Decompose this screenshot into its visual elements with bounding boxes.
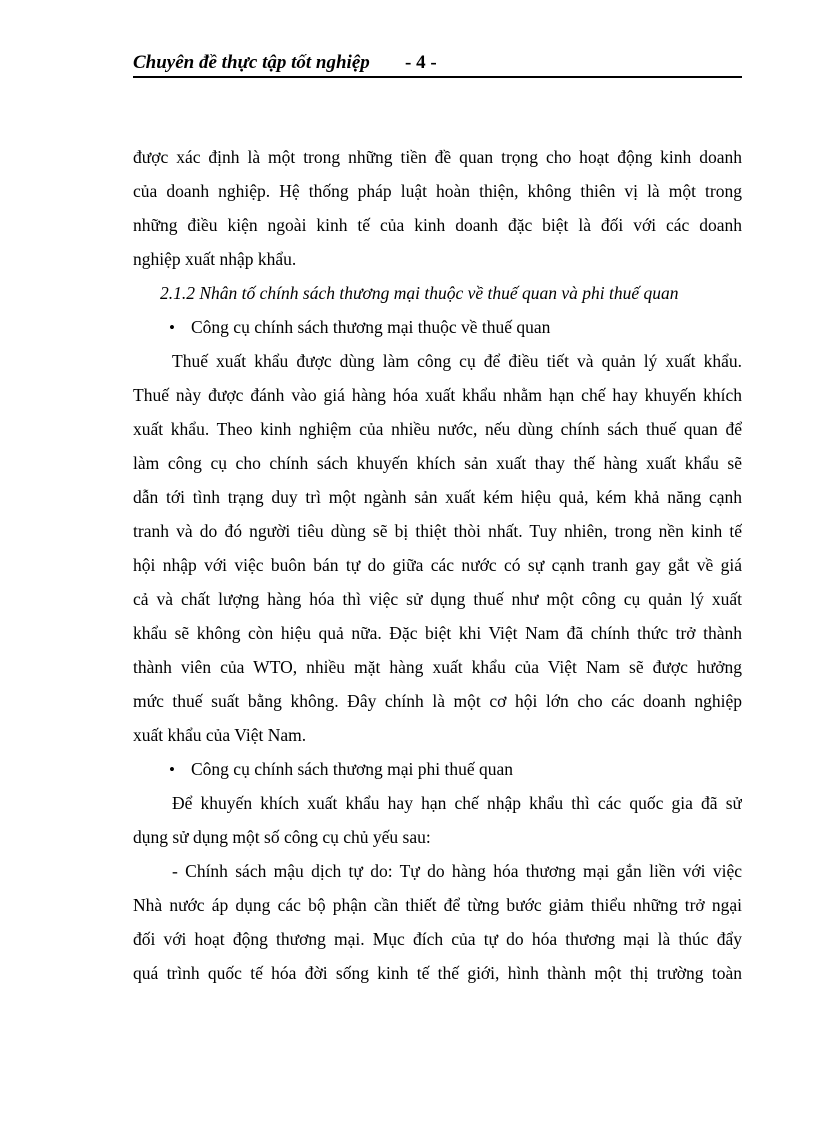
text-line: hội nhập với việc buôn bán tự do giữa các nước có sự cạnh tranh gay gắt về giá — [133, 555, 742, 575]
text-line: Thuế này được đánh vào giá hàng hóa xuất khẩu nhằm hạn chế hay khuyến khích — [133, 385, 742, 405]
document-title: Chuyên đề thực tập tốt nghiệp — [133, 52, 370, 73]
text-line: được xác định là một trong những tiền đề quan trọng cho hoạt động kinh doanh — [133, 147, 742, 167]
text-line: mức thuế suất bằng không. Đây chính là một cơ hội lớn cho các doanh nghiệp — [133, 691, 742, 711]
text-line: Nhà nước áp dụng các bộ phận cần thiết để từng bước giảm thiểu những trở ngại — [133, 895, 742, 915]
text-line: cả và chất lượng hàng hóa thì việc sử dụng thuế như một công cụ quản lý xuất — [133, 589, 742, 609]
text-line: những điều kiện ngoài kinh tế của kinh doanh đặc biệt là đối với các doanh — [133, 215, 742, 235]
text-line: làm công cụ cho chính sách khuyến khích sản xuất thay thế hàng xuất khẩu sẽ — [133, 453, 742, 473]
paragraph — [133, 786, 742, 854]
text-line: xuất khẩu. Theo kinh nghiệm của nhiều nước, nếu dùng chính sách thuế quan để — [133, 419, 742, 439]
text-line: quá trình quốc tế hóa đời sống kinh tế thế giới, hình thành một thị trường toàn — [133, 963, 742, 983]
bullet-icon: • — [169, 760, 175, 779]
text-line: khẩu sẽ không còn hiệu quả nữa. Đặc biệt khi Việt Nam đã chính thức trở thành — [133, 623, 742, 643]
text-line: dụng sử dụng một số công cụ chủ yếu sau: — [133, 827, 431, 847]
text-line: của doanh nghiệp. Hệ thống pháp luật hoàn thiện, không thiên vị là một trong — [133, 181, 742, 201]
page-header — [133, 50, 742, 78]
text-line: nghiệp xuất nhập khẩu. — [133, 249, 297, 269]
paragraph — [133, 344, 742, 752]
text-line: thành viên của WTO, nhiều mặt hàng xuất khẩu của Việt Nam sẽ được hưởng — [133, 657, 742, 677]
text-line: Thuế xuất khẩu được dùng làm công cụ để điều tiết và quản lý xuất khẩu. — [172, 351, 742, 371]
text-line: dẫn tới tình trạng duy trì một ngành sản xuất kém hiệu quả, kém khả năng cạnh — [133, 487, 742, 507]
bullet-text: Công cụ chính sách thương mại phi thuế quan — [191, 759, 514, 779]
text-line: xuất khẩu của Việt Nam. — [133, 725, 307, 745]
section-heading: 2.1.2 Nhân tố chính sách thương mại thuộc về thuế quan và phi thuế quan — [160, 283, 679, 303]
text-line: - Chính sách mậu dịch tự do: Tự do hàng hóa thương mại gắn liền với việc — [172, 861, 742, 881]
page-number: - 4 - — [405, 52, 437, 73]
document-body — [133, 140, 742, 990]
bullet-icon: • — [169, 318, 175, 337]
text-line: tranh và do đó người tiêu dùng sẽ bị thiệt thòi nhất. Tuy nhiên, trong nền kinh tế — [133, 521, 742, 541]
bullet-item — [133, 752, 742, 786]
text-line: Để khuyến khích xuất khẩu hay hạn chế nhập khẩu thì các quốc gia đã sử — [172, 793, 742, 813]
paragraph — [133, 854, 742, 990]
text-line: đối với hoạt động thương mại. Mục đích của tự do hóa thương mại là thúc đẩy — [133, 929, 742, 949]
bullet-item — [133, 310, 742, 344]
bullet-text: Công cụ chính sách thương mại thuộc về thuế quan — [191, 317, 551, 337]
paragraph — [133, 140, 742, 276]
